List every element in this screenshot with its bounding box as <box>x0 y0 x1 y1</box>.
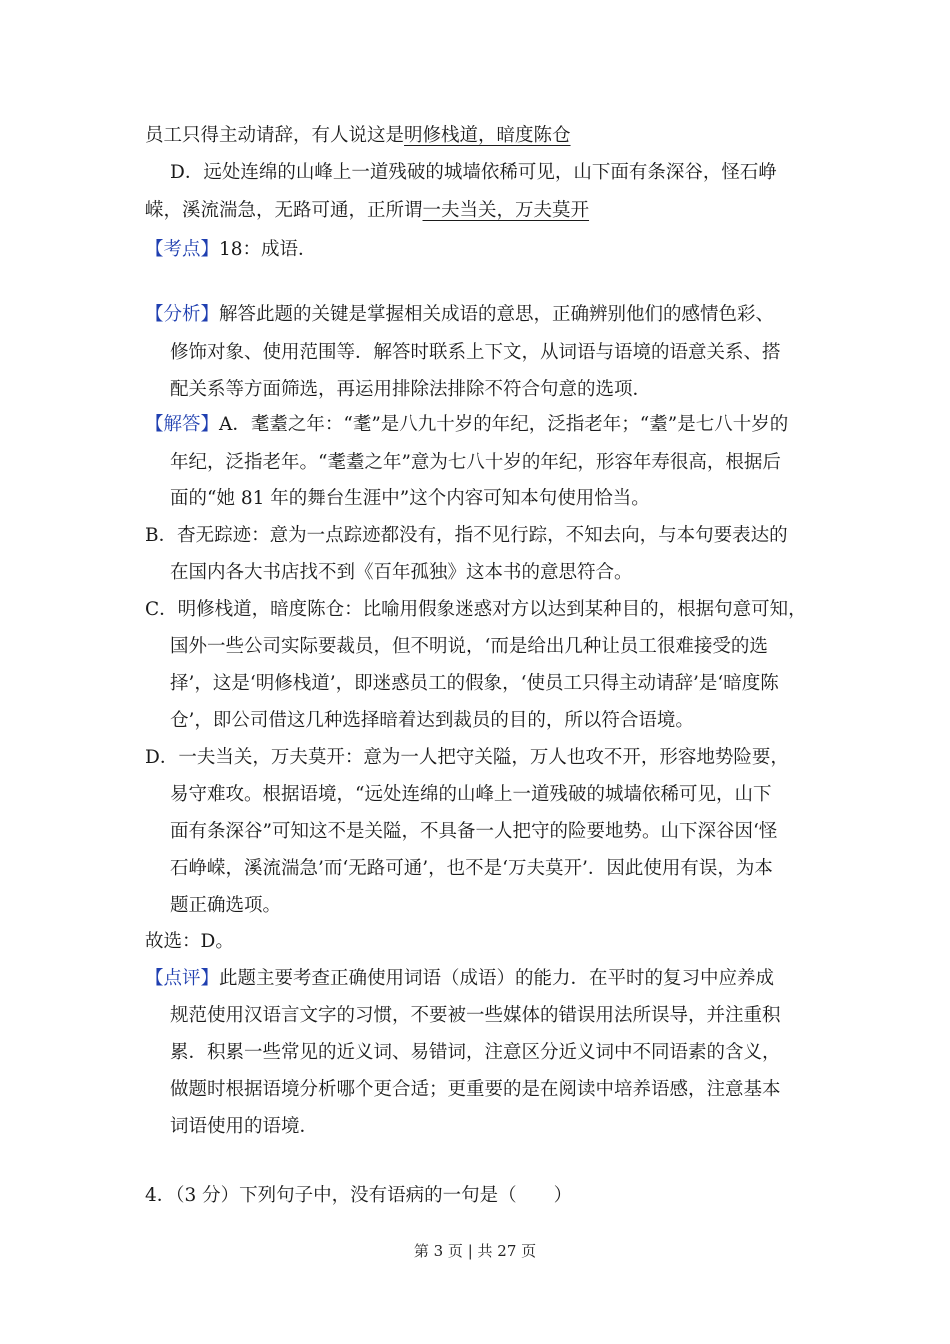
option-c-line-4: 仓’，即公司借这几种选择暗着达到裁员的目的，所以符合语境。 <box>170 710 694 731</box>
jieda-line-2: 年纪，泛指老年。“耄耋之年”意为七八十岁的年纪，形容年寿很高，根据后 <box>170 452 781 473</box>
option-d-line-3: 面有条深谷”可知这不是关隘，不具备一人把守的险要地势。山下深谷因‘怪 <box>170 821 778 842</box>
fenxi-line-2: 修饰对象、使用范围等．解答时联系上下文，从词语与语境的语意关系、搭 <box>170 342 781 363</box>
intro-line-3: 嵘，溪流湍急，无路可通，正所谓一夫当关，万夫莫开 <box>145 200 590 221</box>
dianping-tag: 【点评】 <box>145 968 220 989</box>
kaodian-tag: 【考点】 <box>145 239 220 260</box>
option-b-line-1: B．杳无踪迹：意为一点踪迹都没有，指不见行踪，不知去向，与本句要表达的 <box>145 525 788 546</box>
option-b-line-2: 在国内各大书店找不到《百年孤独》这本书的意思符合。 <box>170 562 633 583</box>
dianping-line-4: 做题时根据语境分析哪个更合适；更重要的是在阅读中培养语感，注意基本 <box>170 1079 781 1100</box>
kaodian-text: 18：成语． <box>219 239 317 260</box>
dianping-line-5: 词语使用的语境． <box>170 1116 319 1137</box>
intro-line-1: 员工只得主动请辞，有人说这是明修栈道，暗度陈仓 <box>145 125 571 146</box>
answer-line: 故选：D。 <box>145 931 234 952</box>
jieda-line-3: 面的“她 81 年的舞台生涯中”这个内容可知本句使用恰当。 <box>170 488 650 509</box>
fenxi-line-1: 【分析】解答此题的关键是掌握相关成语的意思，正确辨别他们的感情色彩、 <box>145 304 775 325</box>
dianping-line-1: 【点评】此题主要考查正确使用词语（成语）的能力．在平时的复习中应养成 <box>145 968 775 989</box>
question-4: 4．（3 分）下列句子中，没有语病的一句是（ ） <box>145 1185 573 1206</box>
jieda-tag: 【解答】 <box>145 414 220 435</box>
dianping-line-3: 累．积累一些常见的近义词、易错词，注意区分近义词中不同语素的含义， <box>170 1042 781 1063</box>
fenxi-line-3: 配关系等方面筛选，再运用排除法排除不符合句意的选项． <box>170 379 652 400</box>
option-d-line-2: 易守难攻。根据语境，“远处连绵的山峰上一道残破的城墙依稀可见，山下 <box>170 784 772 805</box>
underlined-phrase: 明修栈道，暗度陈仓 <box>404 125 571 146</box>
intro-line-2: D．远处连绵的山峰上一道残破的城墙依稀可见，山下面有条深谷，怪石峥 <box>170 162 777 183</box>
page-footer: 第 3 页 | 共 27 页 <box>413 1242 537 1260</box>
dianping-line-2: 规范使用汉语言文字的习惯，不要被一些媒体的错误用法所误导，并注重积 <box>170 1005 781 1026</box>
option-c-line-2: 国外一些公司实际要裁员，但不明说，‘而是给出几种让员工很难接受的选 <box>170 636 768 657</box>
option-d-line-4: 石峥嵘，溪流湍急’而‘无路可通’，也不是‘万夫莫开’．因此使用有误，为本 <box>170 858 773 879</box>
kaodian-line <box>145 237 317 263</box>
underlined-phrase: 一夫当关，万夫莫开 <box>422 200 590 221</box>
option-c-line-3: 择’，这是‘明修栈道’，即迷惑员工的假象，‘使员工只得主动请辞’是‘暗度陈 <box>170 673 779 694</box>
option-d-line-1: D．一夫当关，万夫莫开：意为一人把守关隘，万人也攻不开，形容地势险要， <box>145 747 789 768</box>
option-d-line-5: 题正确选项。 <box>170 895 282 916</box>
fenxi-tag: 【分析】 <box>145 304 220 325</box>
jieda-line-1: 【解答】A．耄耋之年：“耄”是八九十岁的年纪，泛指老年；“耋”是七八十岁的 <box>145 414 789 435</box>
option-c-line-1: C．明修栈道，暗度陈仓：比喻用假象迷惑对方以达到某种目的，根据句意可知， <box>145 599 807 620</box>
